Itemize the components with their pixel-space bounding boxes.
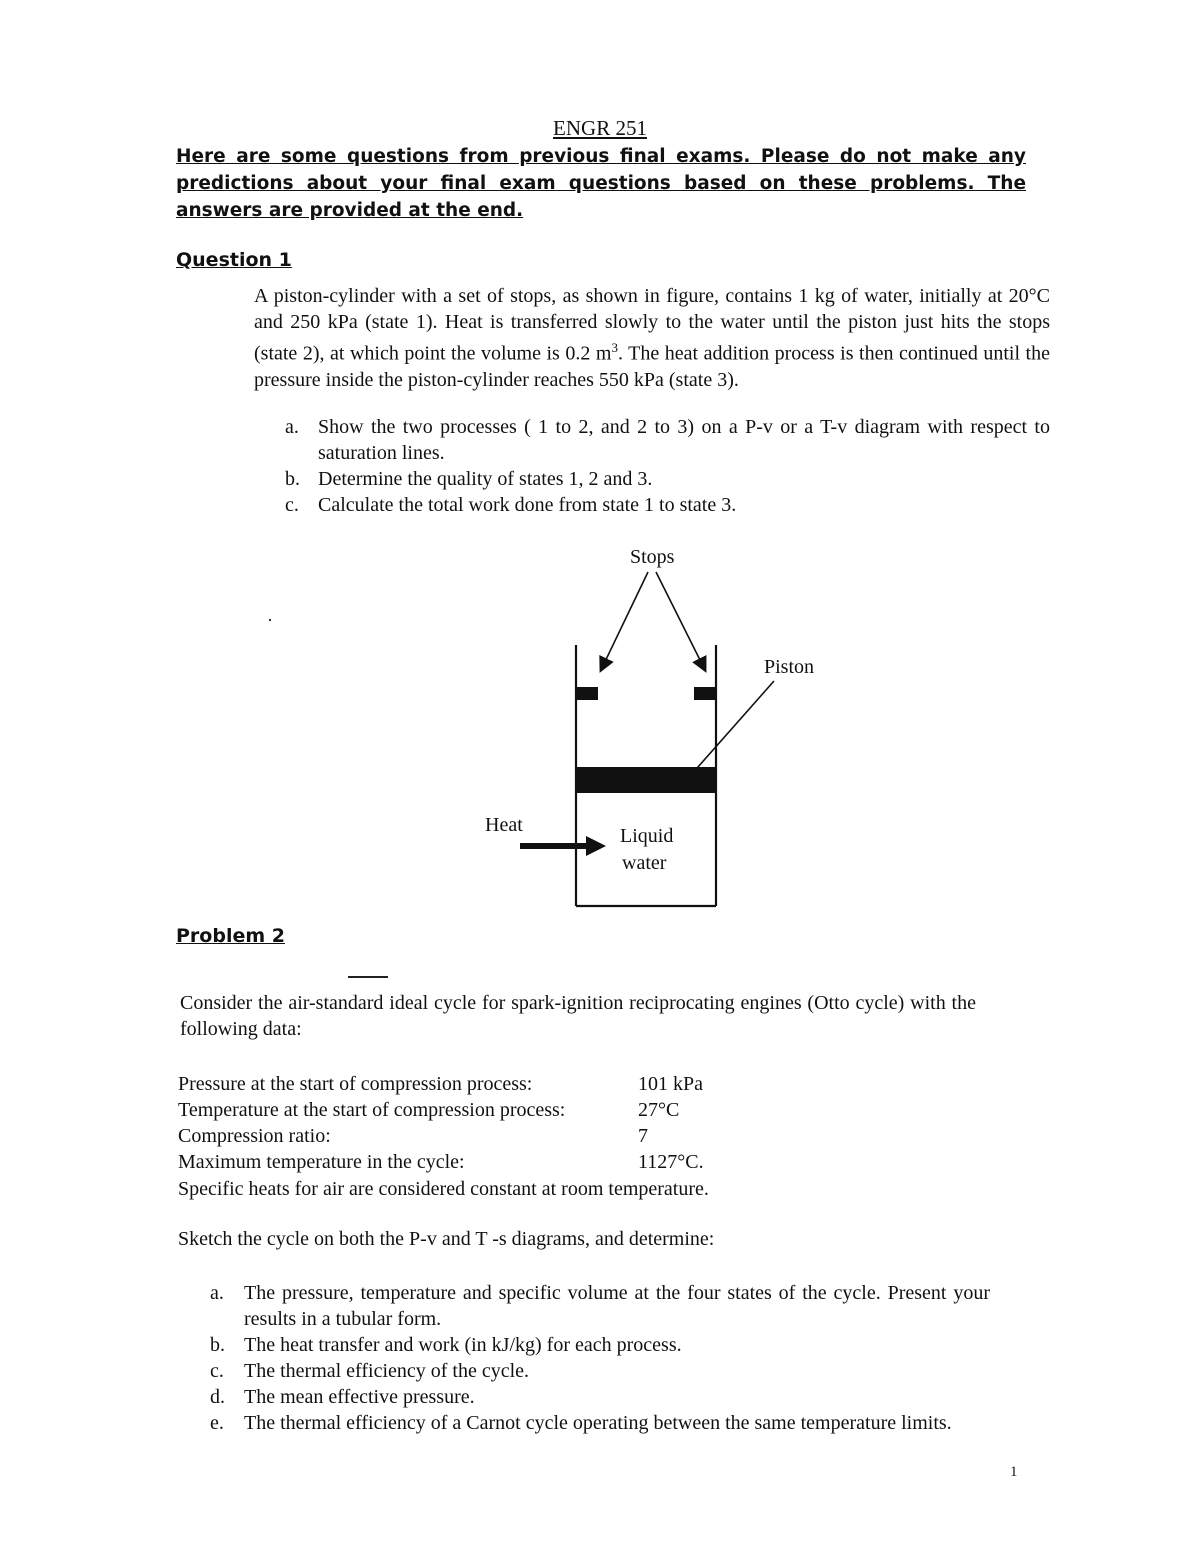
list-item bbox=[210, 1410, 990, 1436]
table-row bbox=[178, 1149, 778, 1175]
data-value: 27°C bbox=[638, 1099, 680, 1121]
list-text: Calculate the total work done from state 1 to state 3. bbox=[318, 494, 737, 516]
question-1-text-end: . The heat addition process is then continued until the pressure inside the piston-cylinder reaches 550 kPa (state 3). bbox=[254, 342, 1050, 391]
list-marker: c. bbox=[285, 494, 299, 516]
fluid-label-line1: Liquid bbox=[620, 825, 674, 847]
question-1-parts bbox=[285, 414, 1050, 518]
list-marker: b. bbox=[285, 468, 300, 490]
list-item bbox=[285, 414, 1050, 466]
data-label: Compression ratio: bbox=[178, 1125, 331, 1147]
piston-label: Piston bbox=[764, 656, 815, 678]
data-label: Pressure at the start of compression process: bbox=[178, 1073, 533, 1095]
list-item bbox=[210, 1332, 990, 1358]
sketch-instruction: Sketch the cycle on both the P-v and T -s diagrams, and determine: bbox=[178, 1228, 715, 1250]
list-item bbox=[285, 492, 1050, 518]
stops-label: Stops bbox=[630, 546, 675, 568]
list-text: Show the two processes ( 1 to 2, and 2 to 3) on a P-v or a T-v diagram with respect to saturation lines. bbox=[318, 416, 1050, 464]
data-value: 1127°C. bbox=[638, 1151, 704, 1173]
list-item bbox=[285, 466, 1050, 492]
problem-2-data bbox=[178, 1071, 778, 1175]
question-1-text bbox=[254, 283, 1050, 393]
stray-dot bbox=[269, 619, 271, 621]
heat-label: Heat bbox=[485, 814, 523, 836]
piston bbox=[576, 767, 716, 793]
data-label: Maximum temperature in the cycle: bbox=[178, 1151, 465, 1173]
list-item bbox=[210, 1280, 990, 1332]
table-row bbox=[178, 1097, 778, 1123]
problem-2-parts bbox=[210, 1280, 990, 1436]
heat-arrow-head bbox=[586, 836, 606, 856]
question-1-text-main: A piston-cylinder with a set of stops, as shown in figure, contains 1 kg of water, initially at 20°C and 250 kPa (state 1). Heat is transferred slowly to the water until the piston just hits the stops (state 2), at which point the volume is 0.2 m bbox=[254, 285, 1050, 365]
table-row bbox=[178, 1123, 778, 1149]
table-row bbox=[178, 1071, 778, 1097]
list-marker: c. bbox=[210, 1360, 224, 1382]
list-text: The pressure, temperature and specific volume at the four states of the cycle. Present your results in a tubular form. bbox=[244, 1282, 990, 1330]
list-item bbox=[210, 1384, 990, 1410]
list-text: The thermal efficiency of a Carnot cycle operating between the same temperature limits. bbox=[244, 1412, 952, 1434]
problem-2-intro: Consider the air-standard ideal cycle for spark-ignition reciprocating engines (Otto cycle) with the following data: bbox=[180, 992, 976, 1040]
list-marker: d. bbox=[210, 1386, 225, 1408]
data-label: Temperature at the start of compression process: bbox=[178, 1099, 566, 1121]
list-marker: a. bbox=[285, 416, 299, 438]
problem-2-heading: Problem 2 bbox=[176, 925, 285, 947]
list-marker: a. bbox=[210, 1282, 224, 1304]
list-text: Determine the quality of states 1, 2 and 3. bbox=[318, 468, 653, 490]
list-marker: e. bbox=[210, 1412, 224, 1434]
piston-pointer bbox=[690, 681, 774, 776]
list-item bbox=[210, 1358, 990, 1384]
stray-underline-mark bbox=[348, 976, 388, 978]
intro-note: Here are some questions from previous final exams. Please do not make any predictions about your final exam questions based on these problems. The answers are provided at the end. bbox=[176, 146, 1026, 221]
stop-left bbox=[576, 687, 598, 700]
page-number: 1 bbox=[1010, 1464, 1018, 1480]
stops-arrow-right bbox=[656, 572, 705, 670]
course-title: ENGR 251 bbox=[553, 116, 647, 140]
list-text: The heat transfer and work (in kJ/kg) for each process. bbox=[244, 1334, 682, 1356]
stops-arrow-left bbox=[601, 572, 648, 670]
data-value: 101 kPa bbox=[638, 1073, 703, 1095]
list-text: The thermal efficiency of the cycle. bbox=[244, 1360, 530, 1382]
stop-right bbox=[694, 687, 716, 700]
list-marker: b. bbox=[210, 1334, 225, 1356]
cubic-exponent: 3 bbox=[611, 340, 618, 355]
question-1-heading: Question 1 bbox=[176, 249, 292, 271]
list-text: The mean effective pressure. bbox=[244, 1386, 475, 1408]
data-value: 7 bbox=[638, 1125, 648, 1147]
fluid-label-line2: water bbox=[622, 852, 667, 874]
specific-heats-note: Specific heats for air are considered constant at room temperature. bbox=[178, 1178, 709, 1200]
